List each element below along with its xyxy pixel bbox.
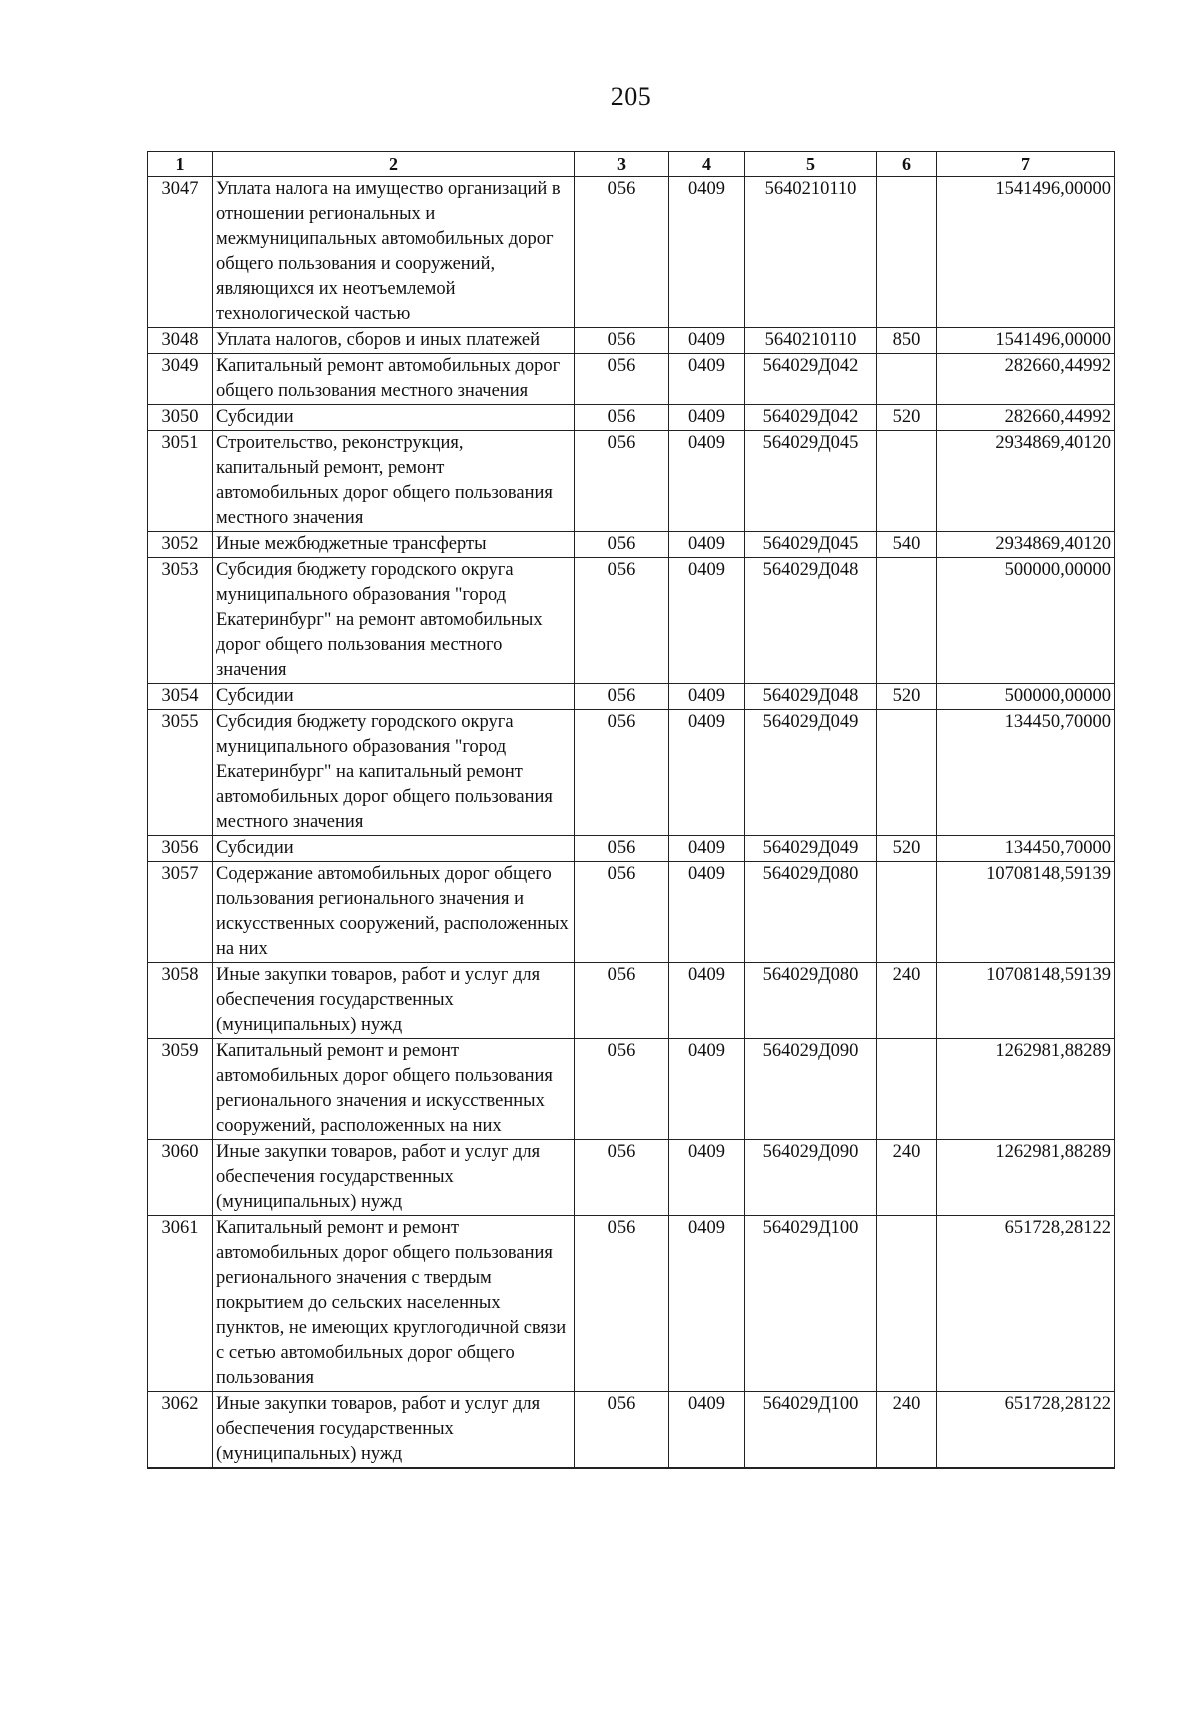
column-3-cell: 056 (575, 1216, 669, 1392)
row-number-cell: 3062 (148, 1392, 213, 1469)
table-row (148, 1392, 1115, 1469)
column-4-cell: 0409 (669, 836, 745, 862)
description-cell: Субсидии (213, 405, 575, 431)
column-5-cell: 564029Д080 (745, 862, 877, 963)
header-cell: 5 (745, 152, 877, 177)
column-5-cell: 564029Д042 (745, 354, 877, 405)
column-3-cell: 056 (575, 1392, 669, 1469)
column-6-cell: 850 (877, 328, 937, 354)
description-cell: Капитальный ремонт автомобильных дорог общего пользования местного значения (213, 354, 575, 405)
column-3-cell: 056 (575, 405, 669, 431)
table-row (148, 532, 1115, 558)
table-row (148, 558, 1115, 684)
description-cell: Иные закупки товаров, работ и услуг для обеспечения государственных (муниципальных) нужд (213, 963, 575, 1039)
column-6-cell (877, 1216, 937, 1392)
row-number-cell: 3055 (148, 710, 213, 836)
column-4-cell: 0409 (669, 684, 745, 710)
row-number-cell: 3048 (148, 328, 213, 354)
column-4-cell: 0409 (669, 1392, 745, 1469)
description-cell: Иные закупки товаров, работ и услуг для обеспечения государственных (муниципальных) нужд (213, 1392, 575, 1469)
amount-cell: 1541496,00000 (937, 177, 1115, 328)
column-4-cell: 0409 (669, 1140, 745, 1216)
column-6-cell: 240 (877, 1140, 937, 1216)
amount-cell: 651728,28122 (937, 1216, 1115, 1392)
column-4-cell: 0409 (669, 532, 745, 558)
column-5-cell: 564029Д049 (745, 836, 877, 862)
row-number-cell: 3050 (148, 405, 213, 431)
column-3-cell: 056 (575, 431, 669, 532)
table-row (148, 862, 1115, 963)
column-3-cell: 056 (575, 328, 669, 354)
column-3-cell: 056 (575, 862, 669, 963)
row-number-cell: 3049 (148, 354, 213, 405)
column-6-cell (877, 862, 937, 963)
header-cell: 4 (669, 152, 745, 177)
column-5-cell: 564029Д090 (745, 1039, 877, 1140)
table-body (148, 177, 1115, 1469)
row-number-cell: 3054 (148, 684, 213, 710)
column-6-cell: 240 (877, 1392, 937, 1469)
column-3-cell: 056 (575, 1039, 669, 1140)
column-5-cell: 564029Д048 (745, 684, 877, 710)
column-6-cell (877, 710, 937, 836)
column-5-cell: 564029Д045 (745, 431, 877, 532)
description-cell: Субсидия бюджету городского округа муниципального образования "город Екатеринбург" на капитальный ремонт автомобильных дорог общего пользования местного значения (213, 710, 575, 836)
amount-cell: 134450,70000 (937, 710, 1115, 836)
table-row (148, 836, 1115, 862)
amount-cell: 282660,44992 (937, 405, 1115, 431)
amount-cell: 1541496,00000 (937, 328, 1115, 354)
column-4-cell: 0409 (669, 431, 745, 532)
column-3-cell: 056 (575, 684, 669, 710)
column-5-cell: 5640210110 (745, 177, 877, 328)
column-4-cell: 0409 (669, 1039, 745, 1140)
table-row (148, 963, 1115, 1039)
header-cell: 6 (877, 152, 937, 177)
column-5-cell: 564029Д090 (745, 1140, 877, 1216)
table-row (148, 431, 1115, 532)
description-cell: Уплата налога на имущество организаций в отношении региональных и межмуниципальных автомобильных дорог общего пользования и сооружений, являющихся их неотъемлемой технологической частью (213, 177, 575, 328)
amount-cell: 282660,44992 (937, 354, 1115, 405)
header-cell: 1 (148, 152, 213, 177)
amount-cell: 10708148,59139 (937, 963, 1115, 1039)
amount-cell: 500000,00000 (937, 558, 1115, 684)
description-cell: Капитальный ремонт и ремонт автомобильных дорог общего пользования регионального значения с твердым покрытием до сельских населенных пунктов, не имеющих круглогодичной связи с сетью автомобильных дорог общего пользования (213, 1216, 575, 1392)
column-3-cell: 056 (575, 710, 669, 836)
row-number-cell: 3059 (148, 1039, 213, 1140)
table-row (148, 710, 1115, 836)
column-4-cell: 0409 (669, 963, 745, 1039)
row-number-cell: 3058 (148, 963, 213, 1039)
header-cell: 3 (575, 152, 669, 177)
column-3-cell: 056 (575, 963, 669, 1039)
column-6-cell: 520 (877, 405, 937, 431)
column-4-cell: 0409 (669, 177, 745, 328)
page-number: 205 (610, 82, 652, 111)
table-row (148, 405, 1115, 431)
description-cell: Иные межбюджетные трансферты (213, 532, 575, 558)
column-6-cell (877, 431, 937, 532)
description-cell: Субсидия бюджету городского округа муниципального образования "город Екатеринбург" на ремонт автомобильных дорог общего пользования местного значения (213, 558, 575, 684)
column-5-cell: 564029Д100 (745, 1392, 877, 1469)
table-row (148, 354, 1115, 405)
column-6-cell: 240 (877, 963, 937, 1039)
table-row (148, 1039, 1115, 1140)
amount-cell: 651728,28122 (937, 1392, 1115, 1469)
header-cell: 2 (213, 152, 575, 177)
column-4-cell: 0409 (669, 328, 745, 354)
column-4-cell: 0409 (669, 558, 745, 684)
table-row (148, 328, 1115, 354)
column-3-cell: 056 (575, 558, 669, 684)
column-6-cell: 520 (877, 684, 937, 710)
description-cell: Капитальный ремонт и ремонт автомобильных дорог общего пользования регионального значения и искусственных сооружений, расположенных на них (213, 1039, 575, 1140)
column-4-cell: 0409 (669, 1216, 745, 1392)
amount-cell: 134450,70000 (937, 836, 1115, 862)
column-3-cell: 056 (575, 177, 669, 328)
column-3-cell: 056 (575, 354, 669, 405)
column-5-cell: 5640210110 (745, 328, 877, 354)
column-3-cell: 056 (575, 836, 669, 862)
column-3-cell: 056 (575, 532, 669, 558)
header-row (148, 152, 1115, 177)
description-cell: Субсидии (213, 684, 575, 710)
header-cell: 7 (937, 152, 1115, 177)
column-5-cell: 564029Д080 (745, 963, 877, 1039)
description-cell: Строительство, реконструкция, капитальный ремонт, ремонт автомобильных дорог общего пользования местного значения (213, 431, 575, 532)
description-cell: Иные закупки товаров, работ и услуг для обеспечения государственных (муниципальных) нужд (213, 1140, 575, 1216)
amount-cell: 500000,00000 (937, 684, 1115, 710)
row-number-cell: 3061 (148, 1216, 213, 1392)
row-number-cell: 3057 (148, 862, 213, 963)
table-row (148, 684, 1115, 710)
column-6-cell (877, 1039, 937, 1140)
column-6-cell: 540 (877, 532, 937, 558)
table-row (148, 1140, 1115, 1216)
column-4-cell: 0409 (669, 405, 745, 431)
amount-cell: 2934869,40120 (937, 431, 1115, 532)
column-5-cell: 564029Д048 (745, 558, 877, 684)
table-row (148, 177, 1115, 328)
row-number-cell: 3047 (148, 177, 213, 328)
amount-cell: 1262981,88289 (937, 1140, 1115, 1216)
row-number-cell: 3053 (148, 558, 213, 684)
amount-cell: 2934869,40120 (937, 532, 1115, 558)
column-6-cell (877, 177, 937, 328)
description-cell: Субсидии (213, 836, 575, 862)
amount-cell: 1262981,88289 (937, 1039, 1115, 1140)
description-cell: Содержание автомобильных дорог общего пользования регионального значения и искусственных сооружений, расположенных на них (213, 862, 575, 963)
column-4-cell: 0409 (669, 354, 745, 405)
column-6-cell (877, 558, 937, 684)
row-number-cell: 3052 (148, 532, 213, 558)
column-4-cell: 0409 (669, 710, 745, 836)
description-cell: Уплата налогов, сборов и иных платежей (213, 328, 575, 354)
column-6-cell: 520 (877, 836, 937, 862)
column-5-cell: 564029Д045 (745, 532, 877, 558)
amount-cell: 10708148,59139 (937, 862, 1115, 963)
column-3-cell: 056 (575, 1140, 669, 1216)
column-6-cell (877, 354, 937, 405)
row-number-cell: 3056 (148, 836, 213, 862)
table-row (148, 1216, 1115, 1392)
row-number-cell: 3051 (148, 431, 213, 532)
column-5-cell: 564029Д100 (745, 1216, 877, 1392)
column-4-cell: 0409 (669, 862, 745, 963)
row-number-cell: 3060 (148, 1140, 213, 1216)
column-5-cell: 564029Д049 (745, 710, 877, 836)
budget-table (147, 151, 1115, 1469)
column-5-cell: 564029Д042 (745, 405, 877, 431)
